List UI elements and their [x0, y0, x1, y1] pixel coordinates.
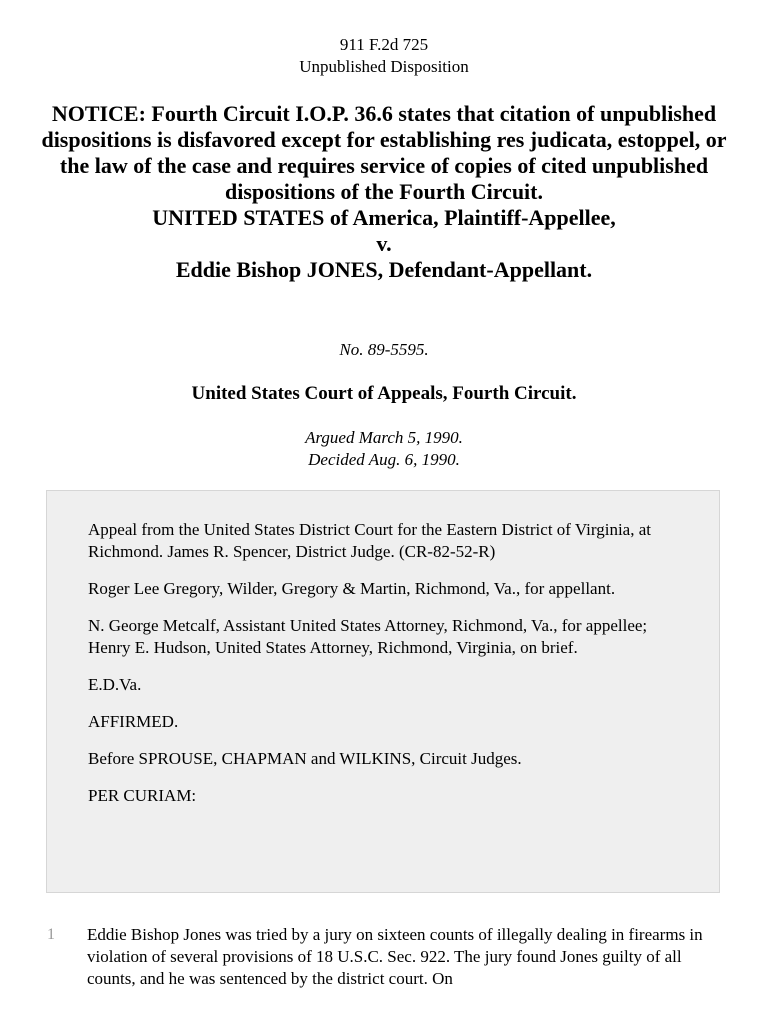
per-curiam: PER CURIAM:: [88, 786, 197, 805]
plaintiff-line: UNITED STATES of America, Plaintiff-Appellee,: [152, 205, 616, 230]
court-name: United States Court of Appeals, Fourth Circuit.: [191, 383, 577, 404]
decided-date: Decided Aug. 6, 1990.: [308, 450, 460, 469]
case-title: [30, 101, 738, 283]
docket-number: No. 89-5595.: [339, 340, 429, 359]
argued-date: Argued March 5, 1990.: [305, 428, 463, 447]
appellant-counsel: Roger Lee Gregory, Wilder, Gregory & Martin, Richmond, Va., for appellant.: [88, 579, 616, 598]
paragraph-number: 1: [47, 926, 55, 943]
reporter-citation: 911 F.2d 725: [339, 35, 429, 54]
disposition-label: Unpublished Disposition: [299, 57, 469, 76]
versus-line: v.: [376, 231, 392, 256]
case-dates: [0, 427, 768, 471]
paragraph-text: Eddie Bishop Jones was tried by a jury on sixteen counts of illegally dealing in firearms in violation of several provisions of 18 U.S.C. Sec. 922. The jury found Jones guilty of all counts, and he was sentenced by the district court. On: [87, 925, 703, 988]
citation-header: [0, 34, 768, 78]
judges-panel: Before SPROUSE, CHAPMAN and WILKINS, Circuit Judges.: [88, 749, 522, 768]
notice-text: NOTICE: Fourth Circuit I.O.P. 36.6 states that citation of unpublished dispositions is disfavored except for establishing res judicata, estoppel, or the law of the case and requires service of copies of cited unpublished dispositions of the Fourth Circuit.: [41, 101, 727, 204]
appeal-origin: Appeal from the United States District Court for the Eastern District of Virginia, at Richmond. James R. Spencer, District Judge. (CR-82-52-R): [88, 520, 652, 561]
disposition: AFFIRMED.: [88, 712, 179, 731]
defendant-line: Eddie Bishop JONES, Defendant-Appellant.: [175, 257, 593, 282]
appellee-counsel: N. George Metcalf, Assistant United States Attorney, Richmond, Va., for appellee; Henry E. Hudson, United States Attorney, Richmond, Virginia, on brief.: [88, 616, 648, 657]
case-info-box: [46, 490, 720, 893]
district-abbrev: E.D.Va.: [88, 675, 142, 694]
